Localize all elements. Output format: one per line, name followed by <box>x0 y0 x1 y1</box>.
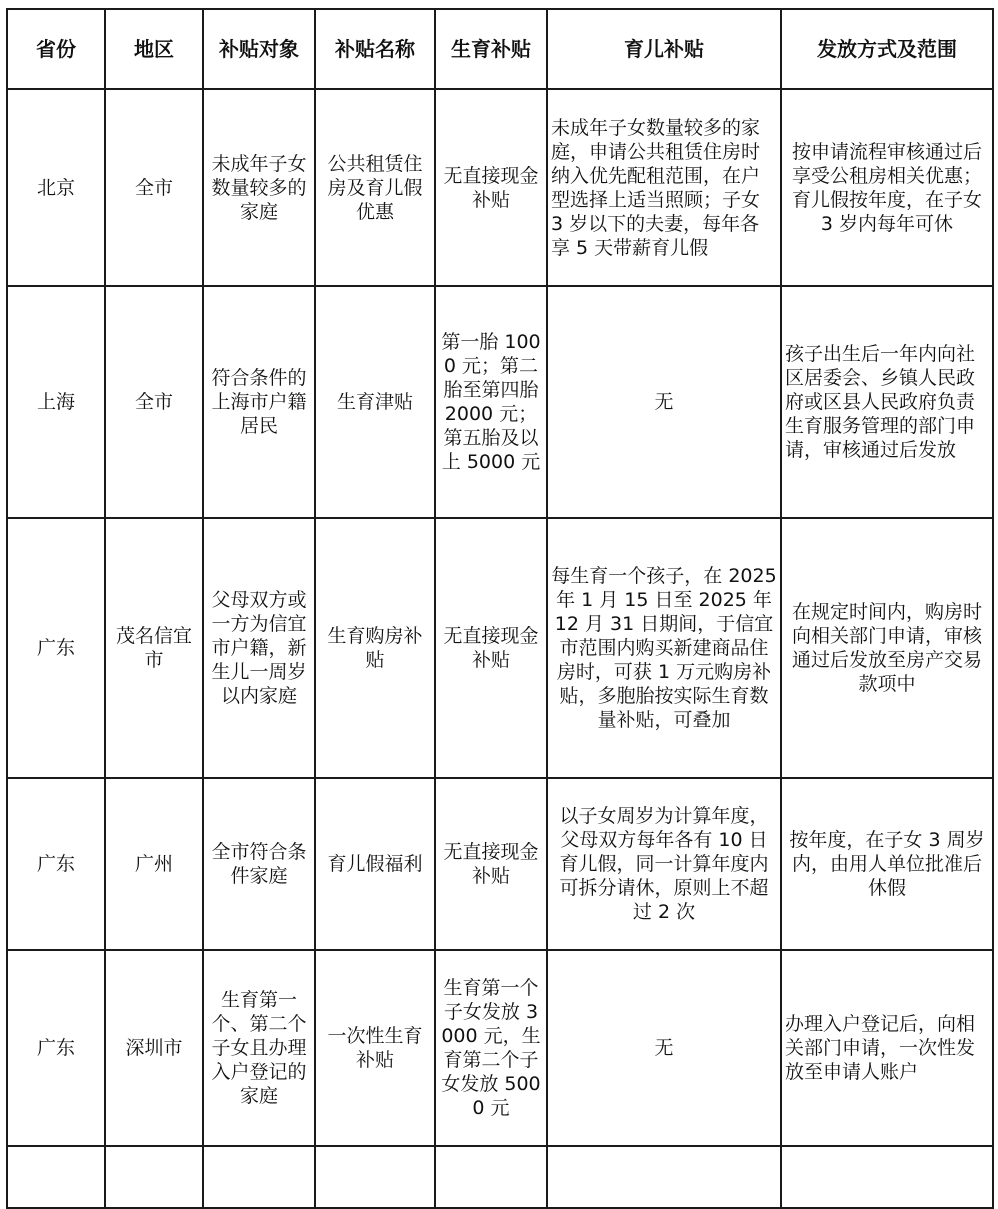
cell-empty <box>435 1146 547 1208</box>
cell-subsidy-name: 一次性生育补贴 <box>315 950 435 1146</box>
cell-childcare-subsidy: 以子女周岁为计算年度，父母双方每年各有 10 日育儿假，同一计算年度内可拆分请休，原则上不超过 2 次 <box>547 778 781 950</box>
table-row <box>7 518 993 778</box>
header-subsidy-name: 补贴名称 <box>315 9 435 89</box>
cell-childcare-subsidy: 无 <box>547 286 781 518</box>
cell-province: 广东 <box>7 518 105 778</box>
cell-method: 办理入户登记后，向相关部门申请，一次性发放至申请人账户 <box>781 950 993 1146</box>
table-row <box>7 89 993 286</box>
header-province: 省份 <box>7 9 105 89</box>
cell-target: 父母双方或一方为信宜市户籍，新生儿一周岁以内家庭 <box>203 518 315 778</box>
cell-childcare-subsidy: 每生育一个孩子，在 2025 年 1 月 15 日至 2025 年 12 月 31 日期间，于信宜市范围内购买新建商品住房时，可获 1 万元购房补贴，多胞胎按实际生育数量补贴，可叠加 <box>547 518 781 778</box>
header-birth-subsidy: 生育补贴 <box>435 9 547 89</box>
cell-province: 广东 <box>7 950 105 1146</box>
cell-birth-subsidy: 无直接现金补贴 <box>435 518 547 778</box>
cell-province: 上海 <box>7 286 105 518</box>
cell-empty <box>7 1146 105 1208</box>
header-target: 补贴对象 <box>203 9 315 89</box>
cell-subsidy-name: 生育购房补贴 <box>315 518 435 778</box>
header-childcare-subsidy: 育儿补贴 <box>547 9 781 89</box>
cell-empty <box>315 1146 435 1208</box>
cell-birth-subsidy: 生育第一个子女发放 3000 元，生育第二个子女发放 5000 元 <box>435 950 547 1146</box>
cell-target: 符合条件的上海市户籍居民 <box>203 286 315 518</box>
cell-region: 全市 <box>105 286 203 518</box>
cell-empty <box>781 1146 993 1208</box>
cell-region: 全市 <box>105 89 203 286</box>
cell-method: 孩子出生后一年内向社区居委会、乡镇人民政府或区县人民政府负责生育服务管理的部门申请，审核通过后发放 <box>781 286 993 518</box>
cell-region: 茂名信宜市 <box>105 518 203 778</box>
table-row <box>7 950 993 1146</box>
cell-target: 未成年子女数量较多的家庭 <box>203 89 315 286</box>
subsidy-table-container <box>6 8 992 1209</box>
table-row <box>7 286 993 518</box>
header-row <box>7 9 993 89</box>
table-row <box>7 778 993 950</box>
cell-subsidy-name: 公共租赁住房及育儿假优惠 <box>315 89 435 286</box>
cell-subsidy-name: 生育津贴 <box>315 286 435 518</box>
cell-method: 按年度，在子女 3 周岁内，由用人单位批准后休假 <box>781 778 993 950</box>
cell-method: 在规定时间内，购房时向相关部门申请，审核通过后发放至房产交易款项中 <box>781 518 993 778</box>
cell-region: 广州 <box>105 778 203 950</box>
cell-subsidy-name: 育儿假福利 <box>315 778 435 950</box>
cell-birth-subsidy: 无直接现金补贴 <box>435 89 547 286</box>
cell-empty <box>547 1146 781 1208</box>
cell-birth-subsidy: 无直接现金补贴 <box>435 778 547 950</box>
cell-empty <box>105 1146 203 1208</box>
cell-birth-subsidy: 第一胎 1000 元；第二胎至第四胎 2000 元；第五胎及以上 5000 元 <box>435 286 547 518</box>
subsidy-table <box>6 8 994 1209</box>
cell-childcare-subsidy: 未成年子女数量较多的家庭，申请公共租赁住房时纳入优先配租范围，在户型选择上适当照顾；子女 3 岁以下的夫妻，每年各享 5 天带薪育儿假 <box>547 89 781 286</box>
cell-region: 深圳市 <box>105 950 203 1146</box>
cell-province: 广东 <box>7 778 105 950</box>
cell-target: 全市符合条件家庭 <box>203 778 315 950</box>
header-method: 发放方式及范围 <box>781 9 993 89</box>
cell-province: 北京 <box>7 89 105 286</box>
cell-childcare-subsidy: 无 <box>547 950 781 1146</box>
cell-method: 按申请流程审核通过后享受公租房相关优惠；育儿假按年度，在子女 3 岁内每年可休 <box>781 89 993 286</box>
cell-empty <box>203 1146 315 1208</box>
table-row-partial <box>7 1146 993 1208</box>
header-region: 地区 <box>105 9 203 89</box>
cell-target: 生育第一个、第二个子女且办理入户登记的家庭 <box>203 950 315 1146</box>
